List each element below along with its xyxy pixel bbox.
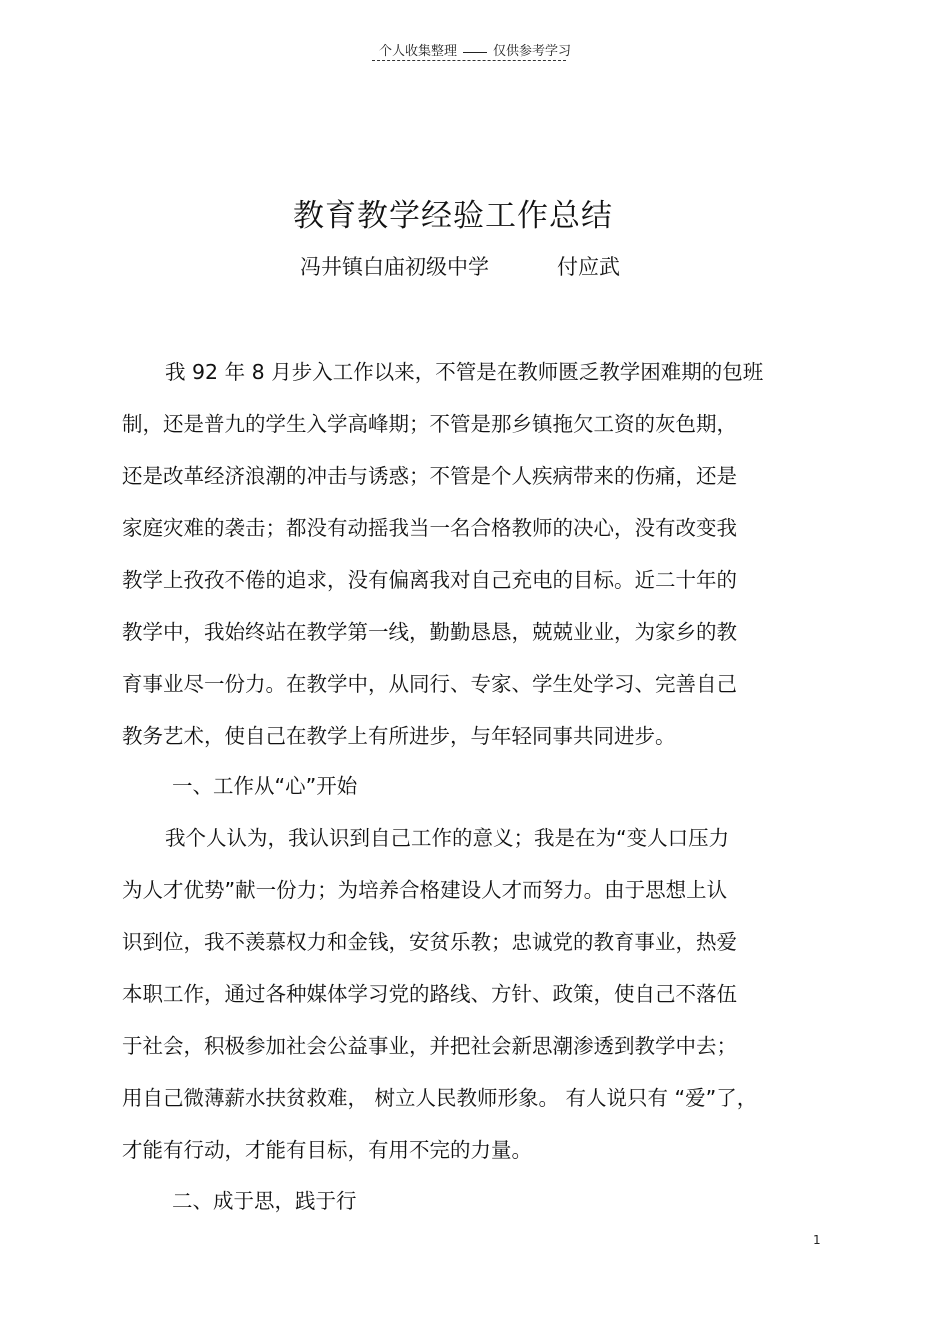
paragraph-line: 用自己微薄薪水扶贫救难， 树立人民教师形象。 有人说只有 “爱”了， — [122, 1086, 758, 1110]
page-number: 1 — [813, 1233, 821, 1247]
paragraph-line: 本职工作，通过各种媒体学习党的路线、方针、政策，使自己不落伍 — [122, 982, 737, 1006]
header-left-text: 个人收集整理 — [378, 44, 457, 59]
paragraph-line: 识到位，我不羡慕权力和金钱，安贫乐教；忠诚党的教育事业，热爱 — [122, 930, 737, 954]
section-heading-1: 一、工作从“心”开始 — [172, 774, 358, 798]
header-separator — [463, 52, 487, 53]
byline — [300, 251, 620, 281]
byline-author: 付应武 — [557, 255, 620, 279]
paragraph-line: 于社会，积极参加社会公益事业，并把社会新思潮渗透到教学中去； — [122, 1034, 737, 1058]
byline-school: 冯井镇白庙初级中学 — [300, 255, 489, 279]
paragraph-line: 教学上孜孜不倦的追求，没有偏离我对自己充电的目标。近二十年的 — [122, 568, 737, 592]
paragraph-line: 教学中，我始终站在教学第一线，勤勤恳恳，兢兢业业，为家乡的教 — [122, 620, 737, 644]
page-header — [0, 40, 950, 59]
header-right-text: 仅供参考学习 — [493, 44, 572, 59]
paragraph-line: 我个人认为，我认识到自己工作的意义；我是在为“变人口压力 — [165, 826, 730, 850]
paragraph-line: 育事业尽一份力。在教学中，从同行、专家、学生处学习、完善自己 — [122, 672, 737, 696]
section-heading-2: 二、成于思，践于行 — [172, 1189, 357, 1213]
paragraph-line: 才能有行动，才能有目标，有用不完的力量。 — [122, 1138, 532, 1162]
paragraph-line: 家庭灾难的袭击；都没有动摇我当一名合格教师的决心，没有改变我 — [122, 516, 737, 540]
paragraph-line: 为人才优势”献一份力；为培养合格建设人才而努力。由于思想上认 — [122, 878, 728, 902]
paragraph-line: 我 92 年 8 月步入工作以来，不管是在教师匮乏教学困难期的包班 — [165, 360, 764, 384]
paragraph-line: 还是改革经济浪潮的冲击与诱惑；不管是个人疾病带来的伤痛，还是 — [122, 464, 737, 488]
paragraph-line: 教务艺术，使自己在教学上有所进步，与年轻同事共同进步。 — [122, 724, 676, 748]
header-dashed-rule — [372, 60, 566, 61]
paragraph-line: 制，还是普九的学生入学高峰期；不管是那乡镇拖欠工资的灰色期， — [122, 412, 737, 436]
document-title: 教育教学经验工作总结 — [293, 198, 613, 234]
